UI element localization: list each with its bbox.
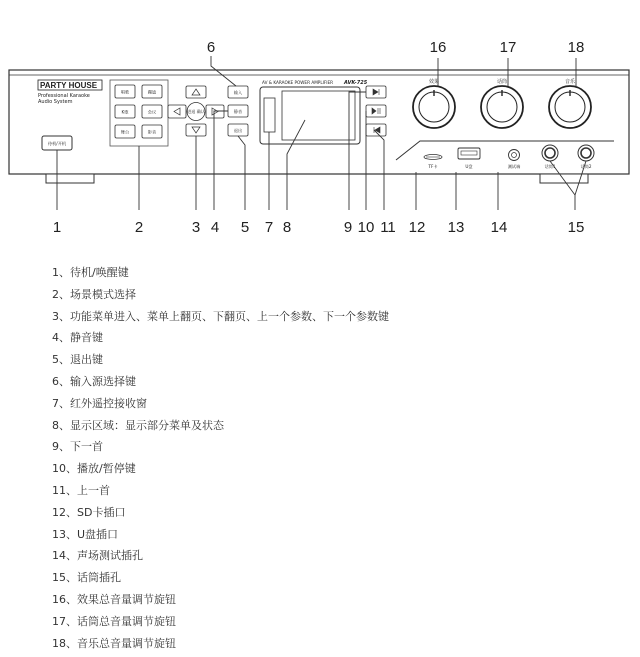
music-volume-knob[interactable] — [549, 86, 591, 128]
legend-item: 18、音乐总音量调节旋钮 — [52, 636, 176, 650]
legend-item: 6、输入源选择键 — [52, 374, 136, 388]
scene-button-label: K歌 — [121, 109, 129, 115]
callout-6: 6 — [206, 39, 216, 56]
callout-13: 13 — [447, 219, 465, 236]
callout-10: 10 — [357, 219, 375, 236]
effect-volume-knob[interactable] — [413, 86, 455, 128]
mic-jack-1[interactable] — [542, 145, 558, 161]
scene-button-label: 会议 — [147, 109, 157, 115]
callout-11: 11 — [380, 219, 396, 236]
brand-subtitle-1: Professional Karaoke — [38, 93, 90, 99]
sd-card-label: TF卡 — [428, 164, 438, 169]
legend-item: 17、话筒总音量调节旋钮 — [52, 614, 176, 628]
callout-18: 18 — [567, 39, 585, 56]
legend-item: 13、U盘插口 — [52, 527, 119, 541]
callout-8: 8 — [282, 219, 292, 236]
legend-item: 7、红外遥控接收窗 — [52, 396, 147, 410]
input-select-label: 输入 — [233, 90, 243, 95]
knob-effect-label: 效果 — [428, 79, 440, 85]
legend-item: 10、播放/暂停键 — [52, 462, 136, 476]
callout-15: 15 — [567, 219, 585, 236]
legend-item: 1、待机/唤醒键 — [52, 266, 129, 279]
callout-4: 4 — [210, 219, 220, 236]
callout-7: 7 — [264, 219, 274, 236]
standby-button-label: 待机/开机 — [47, 141, 67, 146]
callout-17: 17 — [499, 39, 517, 56]
scene-button-label: 唱歌 — [120, 89, 130, 95]
mic-jack-1-label: 话筒1 — [544, 164, 556, 169]
test-jack[interactable] — [509, 150, 520, 161]
callout-14: 14 — [490, 219, 508, 236]
menu-left-button[interactable] — [168, 105, 186, 118]
menu-up-button[interactable] — [186, 86, 206, 98]
legend-item: 14、声场测试插孔 — [52, 549, 143, 563]
legend-item: 16、效果总音量调节旋钮 — [52, 592, 176, 606]
test-jack-label: 测试端 — [507, 164, 521, 169]
panel-foot-left — [46, 174, 94, 183]
display-screen — [282, 91, 355, 140]
brand-logo-text: PARTY HOUSE — [40, 81, 98, 90]
menu-down-button[interactable] — [186, 124, 206, 136]
callout-12: 12 — [408, 219, 426, 236]
sd-card-slot[interactable] — [424, 155, 442, 160]
scene-button-label: 蹦迪 — [147, 89, 157, 95]
mic-volume-knob[interactable] — [481, 86, 523, 128]
usb-port[interactable] — [458, 148, 480, 159]
callout-9: 9 — [343, 219, 353, 236]
callout-5: 5 — [240, 219, 250, 236]
brand-logo — [38, 80, 102, 90]
scene-button-label: 影音 — [147, 129, 157, 135]
mic-jack-2-label: 话筒2 — [580, 164, 592, 169]
legend-item: 15、话筒插孔 — [52, 571, 121, 585]
mute-button-label: 静音 — [233, 109, 243, 114]
model-banner: AV & KARAOKE POWER AMPLIFIER — [262, 80, 334, 85]
legend-item: 5、退出键 — [52, 353, 103, 367]
amplifier-front-panel-diagram — [0, 0, 640, 250]
legend-item: 3、功能菜单进入、菜单上翻页、下翻页、上一个参数、下一个参数键 — [52, 309, 389, 323]
legend-item: 11、上一首 — [52, 483, 110, 497]
usb-port-label: U盘 — [465, 164, 473, 169]
legend-item: 2、场景模式选择 — [52, 287, 136, 301]
knob-mic-label: 话筒 — [496, 79, 508, 85]
callout-1: 1 — [52, 219, 62, 236]
ir-receiver-window — [264, 98, 275, 132]
mic-jack-2[interactable] — [578, 145, 594, 161]
model-number: AVK-725 — [344, 80, 368, 86]
knob-music-label: 音乐 — [564, 79, 576, 85]
exit-button-label: 退出 — [233, 128, 243, 133]
callout-3: 3 — [191, 219, 201, 236]
callout-16: 16 — [429, 39, 447, 56]
legend-item: 4、静音键 — [52, 331, 103, 345]
brand-subtitle-2: Audio System — [38, 99, 73, 105]
legend-item: 12、SD卡插口 — [52, 505, 126, 519]
legend-item: 9、下一首 — [52, 440, 103, 454]
legend-item: 8、显示区域：显示部分菜单及状态 — [52, 418, 224, 432]
menu-enter-label: 进退 确认 — [186, 109, 206, 114]
legend-list — [52, 262, 389, 654]
scene-button-label: 舞台 — [120, 129, 130, 135]
menu-right-button[interactable] — [206, 105, 224, 118]
callout-2: 2 — [134, 219, 144, 236]
